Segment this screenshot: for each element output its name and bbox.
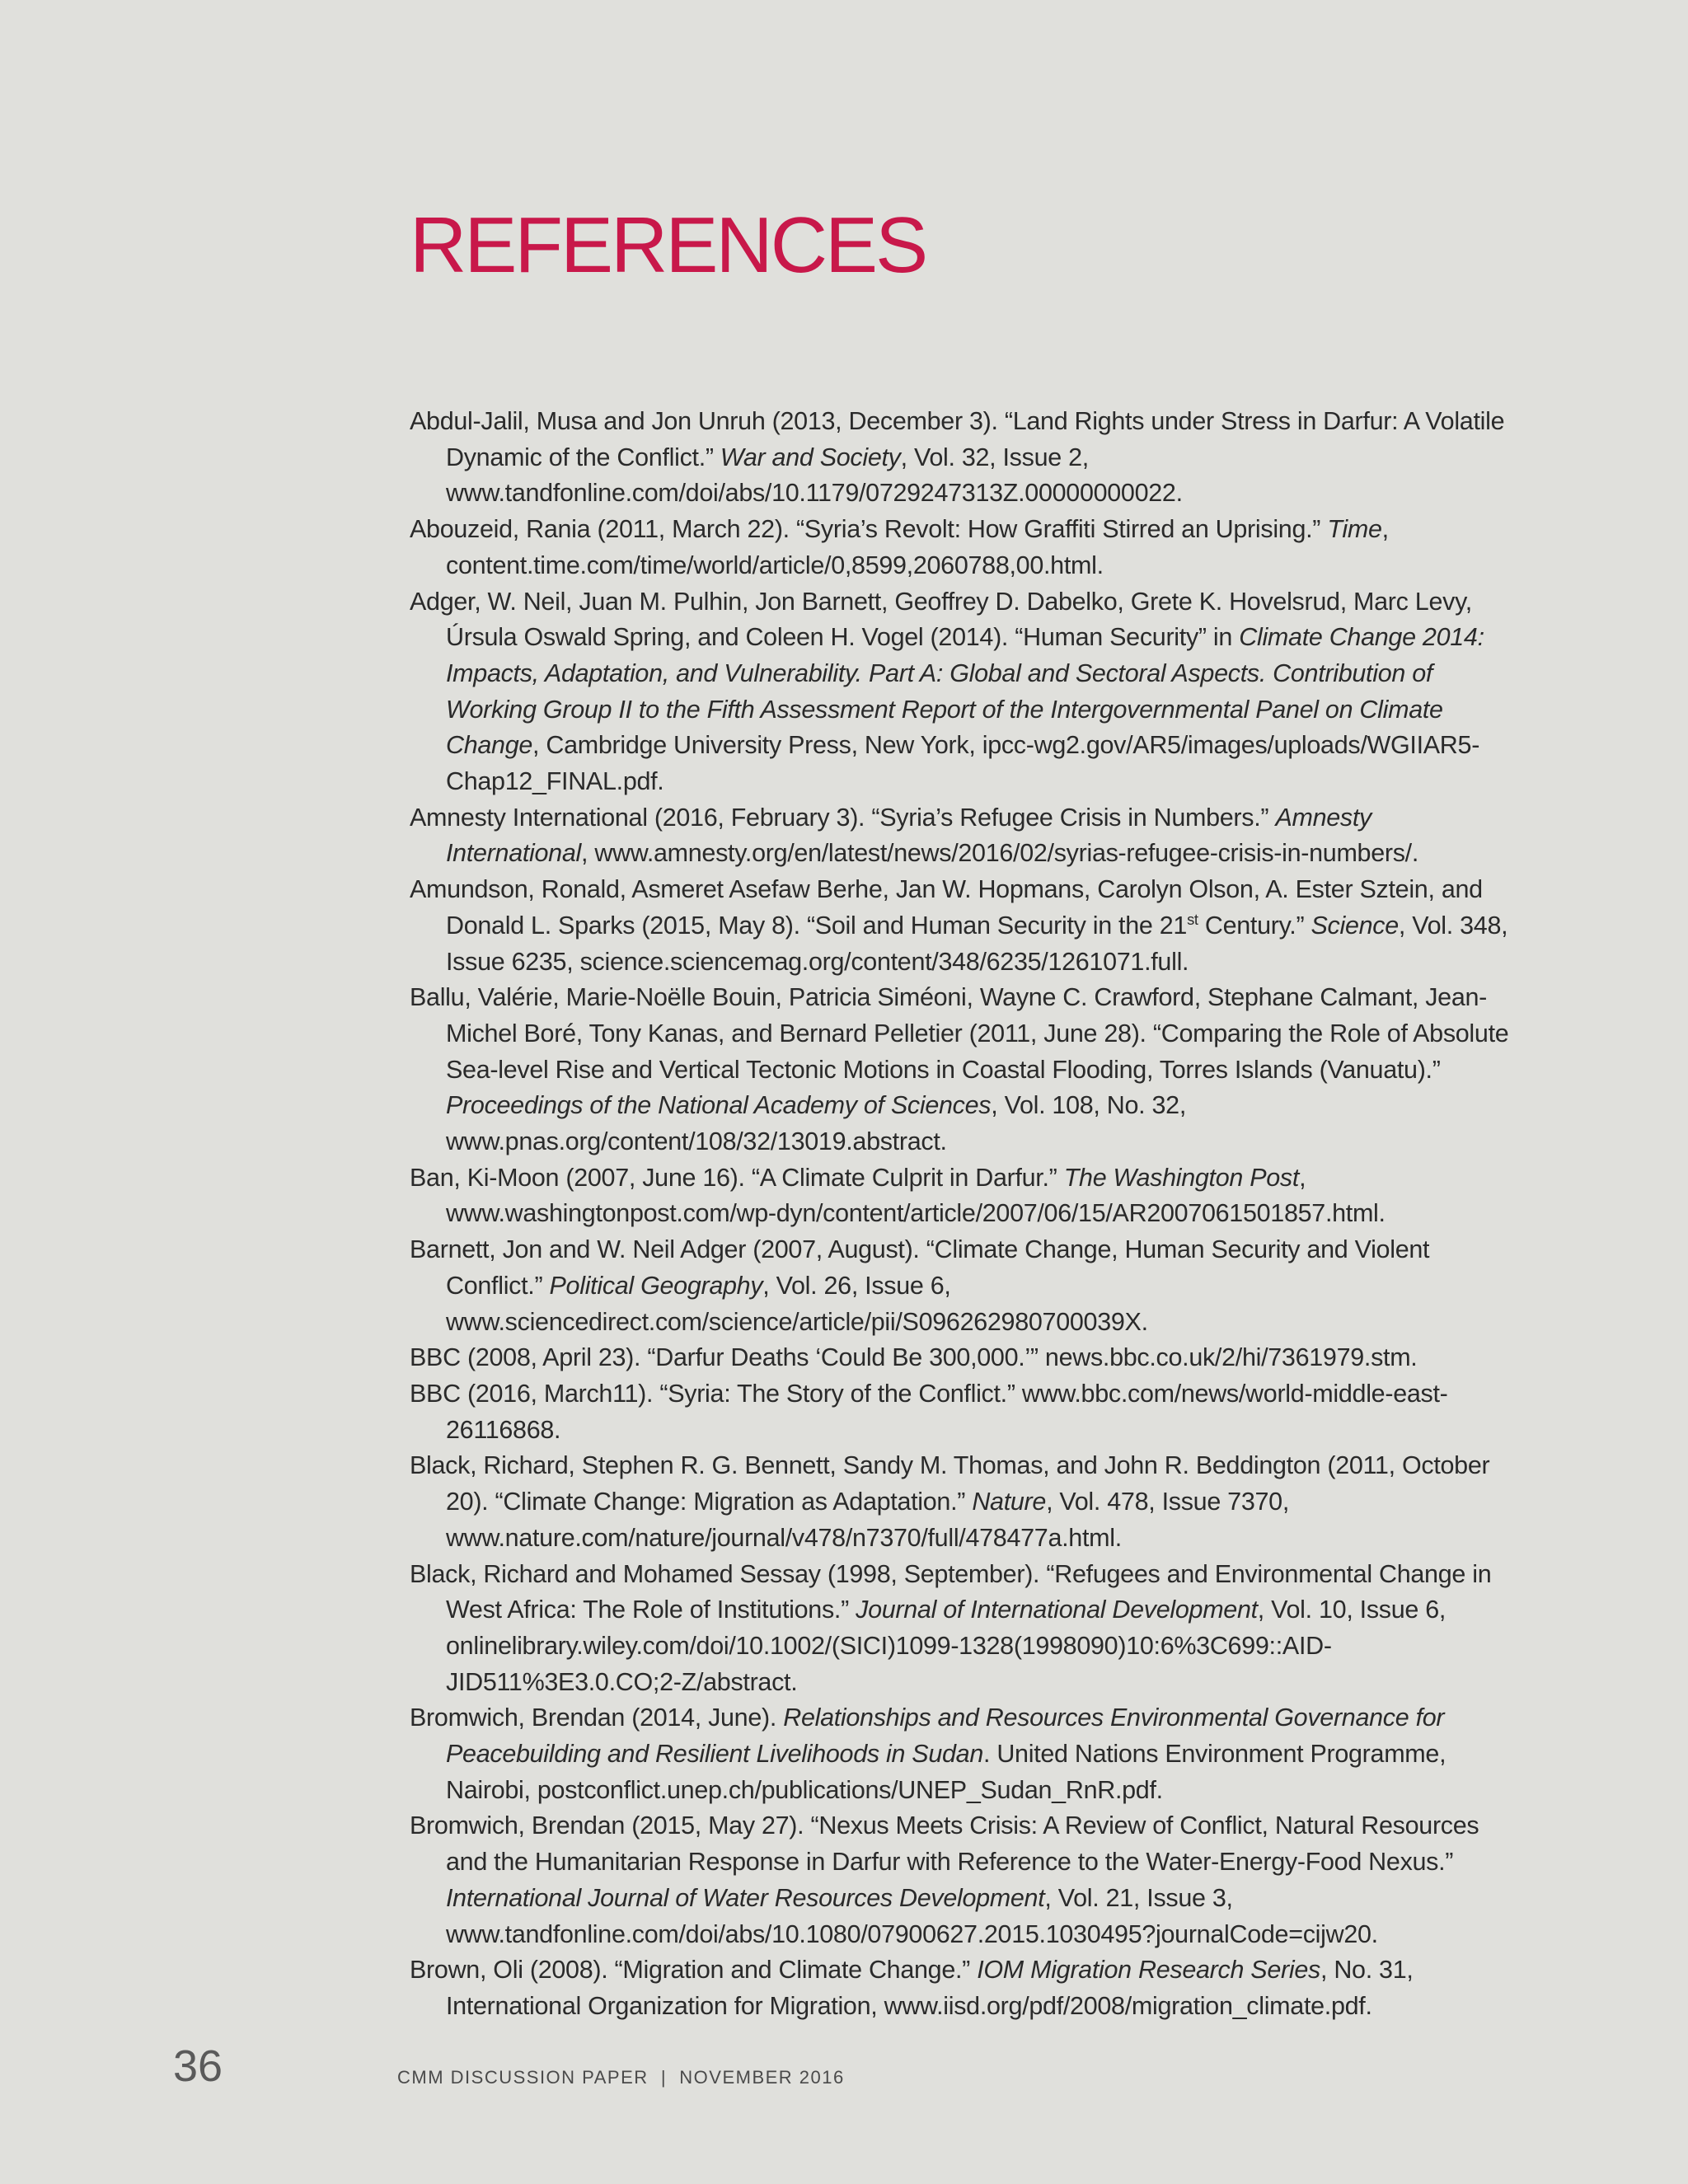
reference-entry: Amundson, Ronald, Asmeret Asefaw Berhe, Jan W. Hopmans, Carolyn Olson, A. Ester Sztein, and Donald L. Sparks (2015, May 8). “Soil and Human Security in the 21st Century.” Science, Vol. 348, Issue 6235, science.sciencemag.org/content/348/6235/1261071.full. [410,875,1508,976]
reference-entry: Black, Richard, Stephen R. G. Bennett, Sandy M. Thomas, and John R. Beddington (2011, October 20). “Climate Change: Migration as Adaptation.” Nature, Vol. 478, Issue 7370, www.nature.com/nature/journal/v478/n7370/full/478477a.html. [410,1451,1490,1552]
reference-entry: Barnett, Jon and W. Neil Adger (2007, August). “Climate Change, Human Security and Violent Conflict.” Political Geography, Vol. 26, Issue 6, www.sciencedirect.com/science/article/pii/S096262980700039X. [410,1235,1430,1336]
footer-publication: CMM DISCUSSION PAPER | NOVEMBER 2016 [397,2067,845,2088]
reference-entry: Abouzeid, Rania (2011, March 22). “Syria’s Revolt: How Graffiti Stirred an Uprising.” Time, content.time.com/time/world/article/0,8599,2060788,00.html. [410,515,1389,579]
reference-entry: Adger, W. Neil, Juan M. Pulhin, Jon Barnett, Geoffrey D. Dabelko, Grete K. Hovelsrud, Marc Levy, Úrsula Oswald Spring, and Coleen H. Vogel (2014). “Human Security” in Climate Change 2014: Impacts, Adaptation, and Vulnerability. Part A: Global and Sectoral Aspects. Contribution of Working Group II to the Fifth Assessment Report of the Intergovernmental Panel on Climate Change, Cambridge University Press, New York, ipcc-wg2.gov/AR5/images/uploads/WGIIAR5-Chap12_FINAL.pdf. [410,587,1484,796]
page-title: REFERENCES [410,201,926,289]
reference-entry: Amnesty International (2016, February 3). “Syria’s Refugee Crisis in Numbers.” Amnesty International, www.amnesty.org/en/latest/news/2016/02/syrias-refugee-crisis-in-numbers/. [410,803,1419,868]
reference-entry: BBC (2016, March11). “Syria: The Story of the Conflict.” www.bbc.com/news/world-middle-east-26116868. [410,1379,1448,1444]
page-number: 36 [173,2041,223,2091]
references-list [410,404,1514,2025]
reference-entry: Ban, Ki-Moon (2007, June 16). “A Climate Culprit in Darfur.” The Washington Post, www.washingtonpost.com/wp-dyn/content/article/2007/06/15/AR2007061501857.html. [410,1163,1386,1228]
reference-entry: BBC (2008, April 23). “Darfur Deaths ‘Could Be 300,000.’” news.bbc.co.uk/2/hi/7361979.stm. [410,1343,1418,1372]
reference-entry: Abdul-Jalil, Musa and Jon Unruh (2013, December 3). “Land Rights under Stress in Darfur: A Volatile Dynamic of the Conflict.” War and Society, Vol. 32, Issue 2, www.tandfonline.com/doi/abs/10.1179/0729247313Z.00000000022. [410,407,1505,508]
reference-entry: Brown, Oli (2008). “Migration and Climate Change.” IOM Migration Research Series, No. 31, International Organization for Migration, www.iisd.org/pdf/2008/migration_climate.pdf. [410,1956,1414,2020]
reference-entry: Ballu, Valérie, Marie-Noëlle Bouin, Patricia Siméoni, Wayne C. Crawford, Stephane Calmant, Jean-Michel Boré, Tony Kanas, and Bernard Pelletier (2011, June 28). “Comparing the Role of Absolute Sea-level Rise and Vertical Tectonic Motions in Coastal Flooding, Torres Islands (Vanuatu).” Proceedings of the National Academy of Sciences, Vol. 108, No. 32, www.pnas.org/content/108/32/13019.abstract. [410,983,1509,1156]
reference-entry: Bromwich, Brendan (2015, May 27). “Nexus Meets Crisis: A Review of Conflict, Natural Resources and the Humanitarian Response in Darfur with Reference to the Water-Energy-Food Nexus.” International Journal of Water Resources Development, Vol. 21, Issue 3, www.tandfonline.com/doi/abs/10.1080/07900627.2015.1030495?journalCode=cijw20. [410,1811,1479,1948]
reference-entry: Bromwich, Brendan (2014, June). Relationships and Resources Environmental Governance for Peacebuilding and Resilient Livelihoods in Sudan. United Nations Environment Programme, Nairobi, postconflict.unep.ch/publications/UNEP_Sudan_RnR.pdf. [410,1704,1447,1804]
reference-entry: Black, Richard and Mohamed Sessay (1998, September). “Refugees and Environmental Change in West Africa: The Role of Institutions.” Journal of International Development, Vol. 10, Issue 6, onlinelibrary.wiley.com/doi/10.1002/(SICI)1099-1328(1998090)10:6%3C699::AID-JID511%3E3.0.CO;2-Z/abstract. [410,1559,1492,1696]
